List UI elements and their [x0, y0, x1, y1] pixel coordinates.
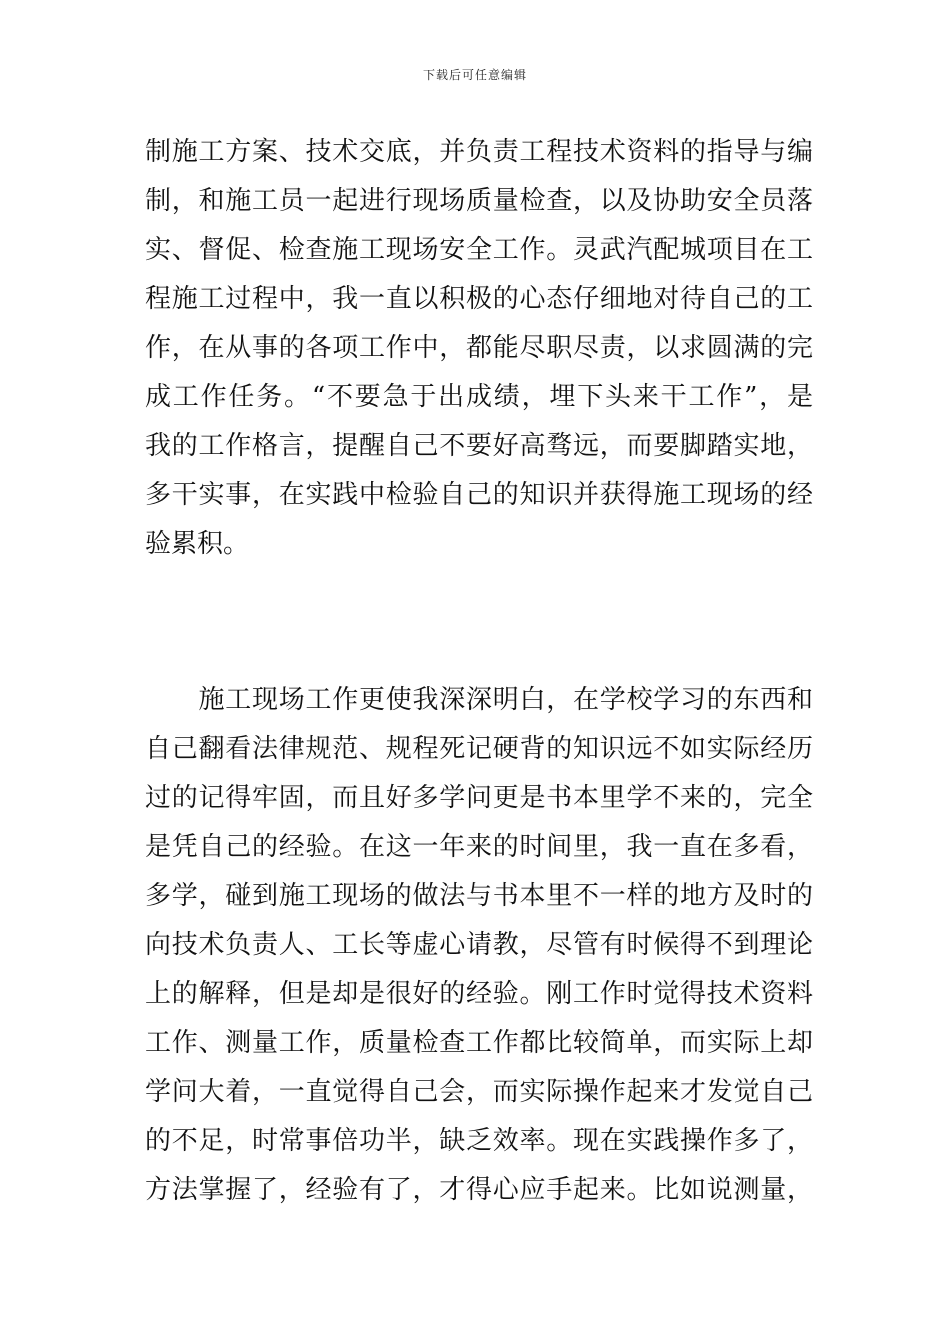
- paragraph-line: 工作、测量工作，质量检查工作都比较简单，而实际上却: [145, 1028, 813, 1058]
- paragraph-2: [145, 676, 813, 1215]
- paragraph-line: 成工作任务。“不要急于出成绩，埋下头来干工作”，是: [145, 382, 813, 412]
- paragraph-line: 验累积。: [145, 529, 250, 559]
- paragraph-line: 学问大着，一直觉得自己会，而实际操作起来才发觉自己: [145, 1077, 813, 1107]
- paragraph-1: [145, 128, 813, 569]
- paragraph-line: 方法掌握了，经验有了，才得心应手起来。比如说测量，: [145, 1175, 813, 1205]
- paragraph-line: 施工现场工作更使我深深明白，在学校学习的东西和: [145, 685, 813, 715]
- paragraph-line: 实、督促、检查施工现场安全工作。灵武汽配城项目在工: [145, 235, 813, 265]
- paragraph-line: 自己翻看法律规范、规程死记硬背的知识远不如实际经历: [145, 734, 813, 764]
- header-note: 下载后可任意编辑: [422, 68, 527, 82]
- paragraph-line: 制施工方案、技术交底，并负责工程技术资料的指导与编: [145, 137, 813, 167]
- paragraph-line: 作，在从事的各项工作中，都能尽职尽责，以求圆满的完: [145, 333, 813, 363]
- paragraph-line: 上的解释，但是却是很好的经验。刚工作时觉得技术资料: [145, 979, 813, 1009]
- paragraph-line: 向技术负责人、工长等虚心请教，尽管有时候得不到理论: [145, 930, 813, 960]
- paragraph-line: 的不足，时常事倍功半，缺乏效率。现在实践操作多了，: [145, 1126, 813, 1156]
- paragraph-line: 过的记得牢固，而且好多学问更是书本里学不来的，完全: [145, 783, 813, 813]
- paragraph-line: 程施工过程中，我一直以积极的心态仔细地对待自己的工: [145, 284, 813, 314]
- paragraph-line: 制，和施工员一起进行现场质量检查，以及协助安全员落: [145, 186, 813, 216]
- paragraph-line: 我的工作格言，提醒自己不要好高骛远，而要脚踏实地，: [145, 431, 813, 461]
- paragraph-line: 多学，碰到施工现场的做法与书本里不一样的地方及时的: [145, 881, 813, 911]
- paragraph-line: 是凭自己的经验。在这一年来的时间里，我一直在多看，: [145, 832, 813, 862]
- paragraph-line: 多干实事，在实践中检验自己的知识并获得施工现场的经: [145, 480, 813, 510]
